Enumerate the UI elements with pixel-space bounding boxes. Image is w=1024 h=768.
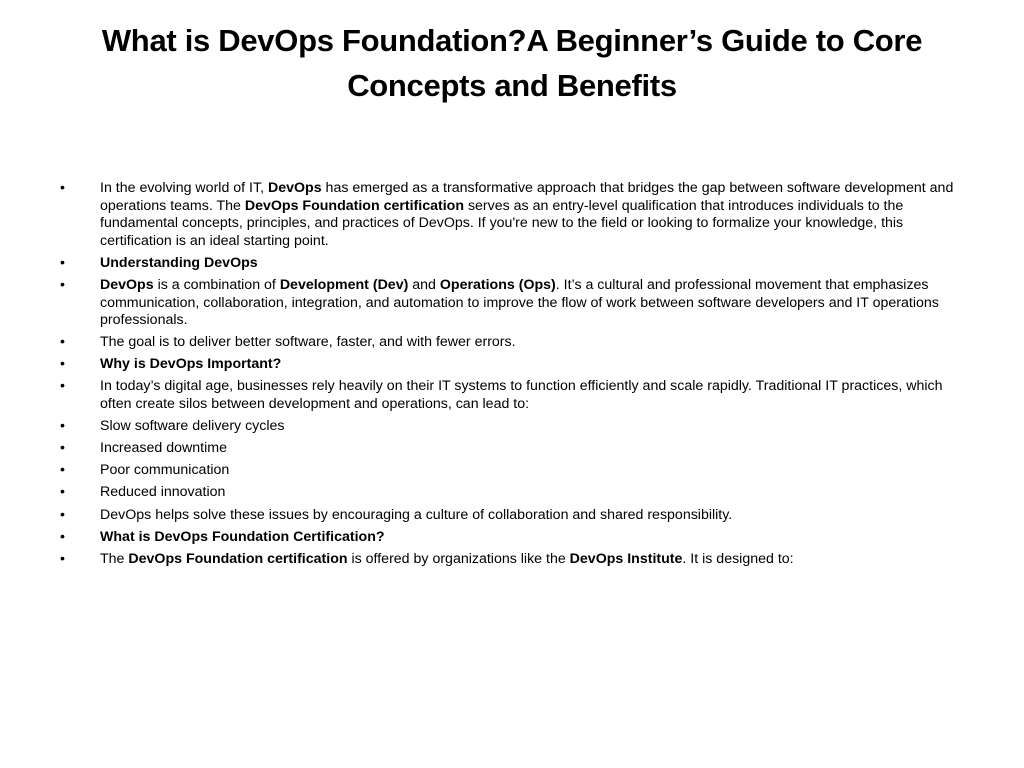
bold-text: Operations (Ops) (439, 276, 556, 293)
bullet-item (60, 378, 965, 413)
bullet-item (60, 507, 965, 525)
bullet-marker: • (60, 484, 65, 501)
bullet-item (60, 440, 965, 458)
bullet-item (60, 529, 965, 547)
bullet-marker: • (60, 356, 65, 373)
bullet-marker: • (60, 506, 65, 523)
bullet-item (60, 551, 965, 569)
text-segment: DevOps helps solve these issues by encouraging a culture of collaboration and shared responsibility. (100, 506, 733, 523)
bullet-item (60, 277, 965, 330)
bold-text: DevOps Foundation certification (244, 197, 464, 214)
bullet-item (60, 462, 965, 480)
text-segment: serves as an entry-level qualification that introduces individuals to the fundamental concepts, principles, and practices of DevOps. If you're new to the field or looking to formalize your knowledge, this certification is an ideal starting point. (100, 197, 904, 249)
bullet-marker: • (60, 418, 65, 435)
text-segment: Increased downtime (100, 440, 227, 457)
bold-text: DevOps Institute (569, 550, 683, 567)
bullet-list (60, 180, 965, 573)
bullet-item (60, 334, 965, 352)
bullet-marker: • (60, 254, 65, 271)
bold-text: DevOps (100, 276, 154, 293)
text-segment: Reduced innovation (100, 484, 226, 501)
bold-text: DevOps (267, 180, 322, 196)
bullet-item (60, 180, 965, 250)
bold-text: DevOps Foundation certification (128, 550, 348, 567)
bullet-item (60, 484, 965, 502)
bullet-item (60, 356, 965, 374)
text-segment: . It’s a cultural and professional movement that emphasizes communication, collaboration, integration, and automation to improve the flow of work between software developers and IT operations professionals. (100, 276, 939, 329)
bold-text: Development (Dev) (279, 276, 409, 293)
text-segment: is offered by organizations like the (347, 550, 570, 567)
text-segment: In the evolving world of IT, (100, 180, 268, 196)
bullet-marker: • (60, 180, 65, 196)
text-segment: Slow software delivery cycles (100, 418, 285, 435)
bullet-item (60, 418, 965, 436)
text-segment: The goal is to deliver better software, faster, and with fewer errors. (100, 334, 516, 351)
bullet-marker: • (60, 550, 65, 567)
text-segment: and (408, 276, 440, 293)
slide-title: What is DevOps Foundation?A Beginner’s Guide to Core Concepts and Benefits (101, 23, 923, 103)
bullet-marker: • (60, 528, 65, 545)
text-segment: . It is designed to: (682, 550, 794, 567)
text-segment: In today’s digital age, businesses rely heavily on their IT systems to function efficiently and scale rapidly. Traditional IT practices, which often create silos between development and operations, can lead to: (100, 378, 943, 413)
text-segment: The (100, 550, 129, 567)
bold-text: Understanding DevOps (100, 254, 258, 271)
text-segment: is a combination of (153, 276, 280, 293)
bullet-marker: • (60, 378, 65, 395)
bold-text: What is DevOps Foundation Certification? (100, 528, 385, 545)
bullet-marker: • (60, 334, 65, 351)
text-segment: Poor communication (100, 462, 230, 479)
bold-text: Why is DevOps Important? (100, 356, 282, 373)
bullet-marker: • (60, 462, 65, 479)
bullet-marker: • (60, 440, 65, 457)
bullet-item (60, 255, 965, 273)
bullet-marker: • (60, 276, 65, 293)
text-segment: has emerged as a transformative approach that bridges the gap between software development and operations teams. The (100, 180, 954, 214)
